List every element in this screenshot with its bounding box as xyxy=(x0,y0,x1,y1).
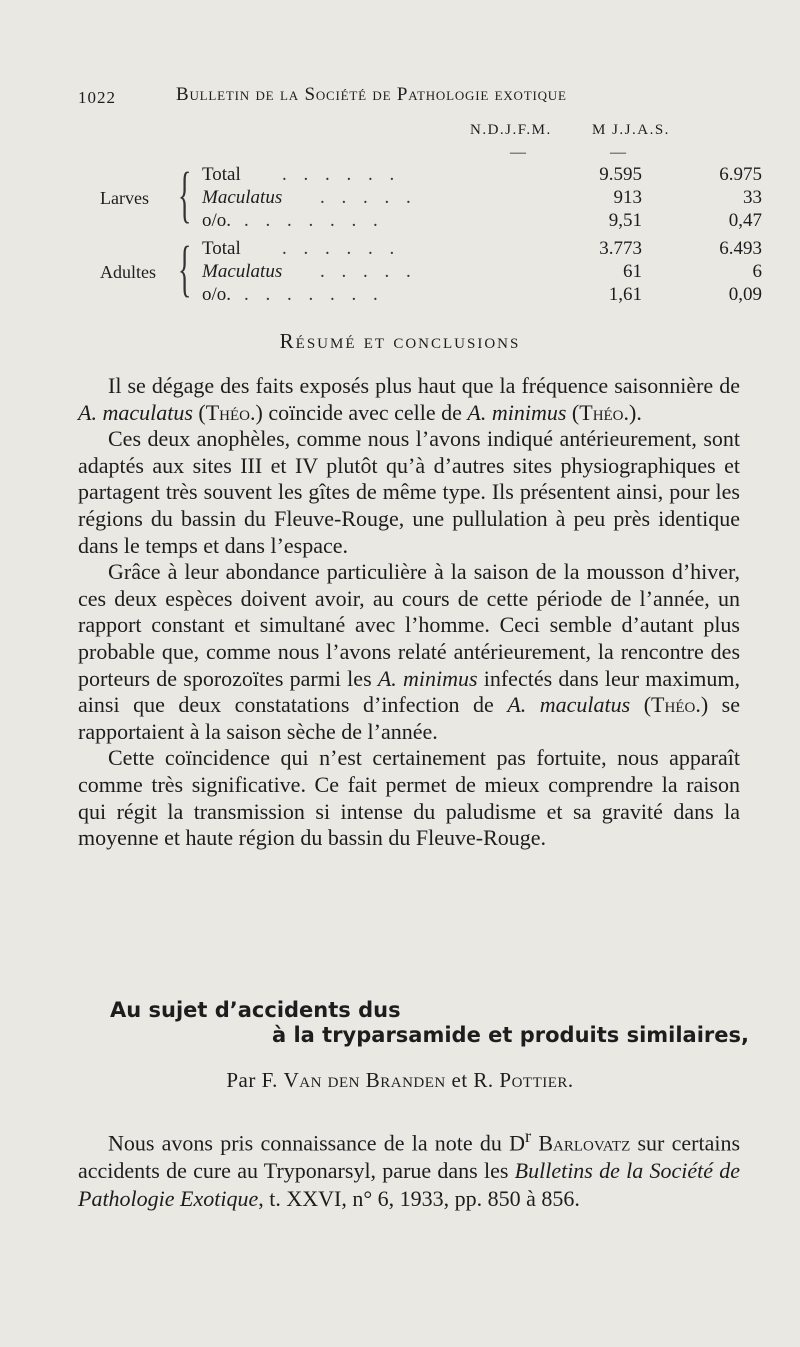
section-title: Résumé et conclusions xyxy=(279,329,521,353)
text-run: Nous avons pris connaissance de la note du D xyxy=(108,1130,526,1156)
text-run: ). xyxy=(629,399,642,425)
row-label: o/o. xyxy=(202,284,232,305)
paragraph xyxy=(78,373,740,426)
group-larves xyxy=(100,161,762,231)
table-row xyxy=(202,261,762,283)
row-label: Total xyxy=(202,238,241,259)
row-label: Total xyxy=(202,164,241,185)
stats-table xyxy=(100,122,762,322)
cell-summer: 6.493 xyxy=(719,238,762,259)
article-title-line-2: à la tryparsamide et produits similaires, xyxy=(272,1023,750,1047)
cell-winter: 1,61 xyxy=(608,284,642,305)
text-run: . xyxy=(567,1068,574,1092)
cell-winter: 913 xyxy=(613,187,642,208)
leader-dots: . . . . . xyxy=(320,187,417,208)
column-rule: — xyxy=(610,144,626,161)
cell-winter: 9.595 xyxy=(599,164,642,185)
author-name: Pottier xyxy=(499,1068,568,1092)
text-run: sur certains accidents de cure au Tryponarsyl, parue dans les xyxy=(78,1130,741,1184)
author-name: Van den Branden xyxy=(283,1068,446,1092)
text-run: Grâce à leur abondance particulière à la saison de la mousson d’hiver, ces deux espèces doivent avoir, au cours de cette période de l’année, un rapport constant et simultané avec l’homme. Ceci semble d’autant plus probable que, comme nous l’avons relaté antérieurement, la rencontre des porteurs de sporozoïtes parmi les xyxy=(78,559,740,691)
article-title-line-1: Au sujet d’accidents dus xyxy=(110,998,401,1022)
cell-summer: 0,09 xyxy=(728,284,762,305)
table-row xyxy=(202,187,762,209)
cell-summer: 33 xyxy=(743,187,762,208)
author-abbrev: Théo. xyxy=(651,692,701,718)
running-title: Bulletin de la Société de Pathologie exotique xyxy=(176,84,567,105)
leader-dots: . . . . . . . xyxy=(244,284,384,305)
author-name: Barlovatz xyxy=(538,1130,631,1156)
paragraph xyxy=(78,559,740,745)
author-abbrev: Théo. xyxy=(579,399,630,425)
cell-winter: 61 xyxy=(623,261,642,282)
text-run: Par F. xyxy=(226,1068,284,1092)
leader-dots: . . . . . . . xyxy=(244,210,384,231)
group-adultes xyxy=(100,235,762,305)
cell-summer: 0,47 xyxy=(728,210,762,231)
cell-winter: 3.773 xyxy=(599,238,642,259)
paragraph xyxy=(78,1122,740,1213)
species-name: A. minimus xyxy=(467,399,567,425)
leader-dots: . . . . . . xyxy=(282,164,401,185)
text-run: Il se dégage des faits exposés plus haut que la fréquence saisonnière de xyxy=(108,373,740,398)
column-rule: — xyxy=(510,144,526,161)
table-row xyxy=(202,238,762,260)
superscript: r xyxy=(525,1126,532,1146)
text-run: ) se rapportaient à la saison sèche de l’année. xyxy=(78,692,740,744)
group-label: Larves xyxy=(100,188,149,208)
row-label: o/o. xyxy=(202,210,232,231)
column-header-summer: M J.J.A.S. xyxy=(592,122,670,138)
brace-icon: { xyxy=(178,161,192,229)
cell-winter: 9,51 xyxy=(608,210,642,231)
row-label: Maculatus xyxy=(202,187,283,208)
article-intro xyxy=(78,1122,740,1213)
author-abbrev: Théo. xyxy=(205,399,256,425)
leader-dots: . . . . . . xyxy=(282,238,401,259)
text-run: infectés dans leur maximum, ainsi que deux constatations d’infection de xyxy=(78,665,740,718)
journal-title: Bulletins de la Société de Pathologie Exotique xyxy=(78,1158,740,1212)
cell-summer: 6.975 xyxy=(719,164,762,185)
group-label: Adultes xyxy=(100,262,156,282)
article-authors xyxy=(0,1068,800,1093)
page-number: 1022 xyxy=(78,88,116,107)
table-row xyxy=(202,210,762,232)
species-name: A. maculatus xyxy=(78,399,193,425)
text-run: et R. xyxy=(445,1068,500,1092)
text-run: ) coïncide avec celle de xyxy=(255,399,468,425)
text-run: ( xyxy=(566,399,580,425)
paragraph: Ces deux anophèles, comme nous l’avons indiqué antérieurement, sont adaptés aux sites III et IV plutôt qu’à d’autres sites physiographiques et partagent très souvent les gîtes de même type. Ils présentent ainsi, pour les régions du bassin du Fleuve-Rouge, une pullulation à peu près identique dans le temps et dans l’espace. xyxy=(78,426,740,558)
species-name: A. minimus xyxy=(377,665,478,691)
cell-summer: 6 xyxy=(752,261,762,282)
conclusions-body xyxy=(78,373,740,852)
paragraph: Cette coïncidence qui n’est certainement pas fortuite, nous apparaît comme très significative. Ce fait permet de mieux comprendre la raison qui régit la transmission si intense du paludisme et sa gravité dans la moyenne et haute région du bassin du Fleuve-Rouge. xyxy=(78,745,740,851)
column-header-winter: N.D.J.F.M. xyxy=(470,122,552,138)
text-run: ( xyxy=(192,399,206,425)
leader-dots: . . . . . xyxy=(320,261,417,282)
page-header xyxy=(78,84,738,114)
row-label: Maculatus xyxy=(202,261,283,282)
table-row xyxy=(202,284,762,306)
species-name: A. maculatus xyxy=(507,692,631,718)
text-run: , t. XXVI, n° 6, 1933, pp. 850 à 856. xyxy=(258,1186,580,1212)
text-run: ( xyxy=(630,692,652,718)
table-row xyxy=(202,164,762,186)
brace-icon: { xyxy=(178,235,192,303)
